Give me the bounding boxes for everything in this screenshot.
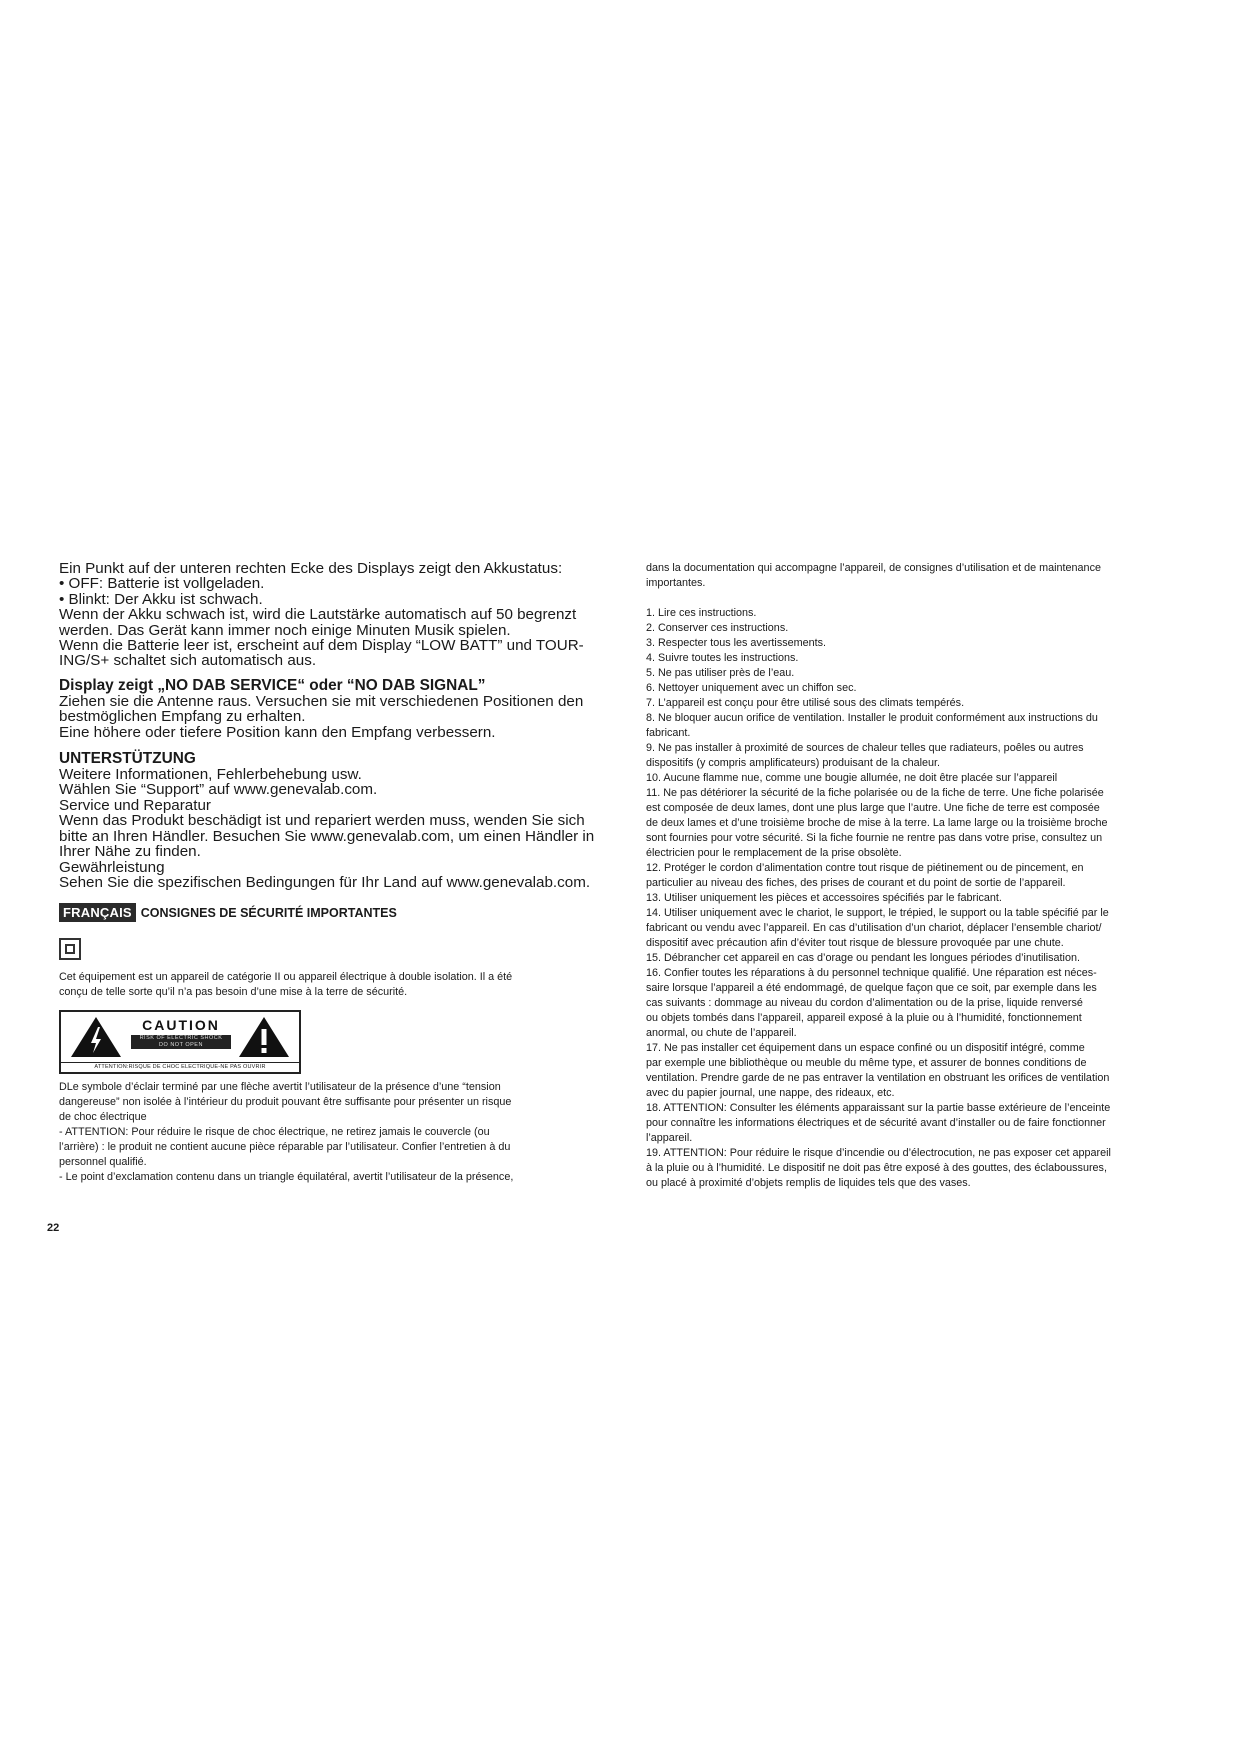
- list-item: l’appareil.: [646, 1132, 693, 1144]
- text-line: importantes.: [646, 577, 706, 589]
- text-line: - Le point d’exclamation contenu dans un triangle équilatéral, avertit l’utilisateur de la présence,: [59, 1171, 514, 1184]
- list-item: 19. ATTENTION: Pour réduire le risque d’incendie ou d’électrocution, ne pas exposer cet appareil: [646, 1147, 1111, 1159]
- left-column: [59, 561, 599, 1185]
- list-item: saire lorsque l’appareil a été endommagé, de quelque façon que ce soit, par exemple dans les: [646, 982, 1097, 994]
- text-line: l’arrière) : le produit ne contient aucune pièce réparable par l’utilisateur. Confier l’entretien à du: [59, 1141, 511, 1154]
- dab-text: [59, 694, 599, 740]
- list-item: anormal, ou chute de l’appareil.: [646, 1027, 797, 1039]
- list-item: 10. Aucune flamme nue, comme une bougie allumée, ne doit être placée sur l’appareil: [646, 772, 1058, 784]
- text-line: Wenn das Produkt beschädigt ist und repariert werden muss, wenden Sie sich: [59, 812, 585, 830]
- list-item: 16. Confier toutes les réparations à du personnel technique qualifié. Une réparation est néces-: [646, 967, 1097, 979]
- list-item: ou objets tombés dans l’appareil, appareil exposé à la pluie ou à l’humidité, fonctionnement: [646, 1012, 1082, 1024]
- list-item: pour connaître les informations électriques et de sécurité avant d’installer ou de faire fonctionner: [646, 1117, 1106, 1129]
- text-line: personnel qualifié.: [59, 1156, 147, 1169]
- text-line: Wenn die Batterie leer ist, erscheint auf dem Display “LOW BATT” und TOUR-: [59, 637, 584, 655]
- text-line: de choc électrique: [59, 1111, 147, 1124]
- list-item: par exemple une bibliothèque ou meuble du même type, et assurer de bonnes conditions de: [646, 1057, 1087, 1069]
- french-heading: [59, 903, 599, 922]
- support-heading: UNTERSTÜTZUNG: [59, 750, 196, 768]
- safety-instructions-list: [646, 606, 1191, 1191]
- list-item: avec du papier journal, une nappe, des rideaux, etc.: [646, 1087, 895, 1099]
- caution-label: [59, 1010, 301, 1074]
- text-line: Wenn der Akku schwach ist, wird die Lautstärke automatisch auf 50 begrenzt: [59, 606, 577, 624]
- text-line: werden. Das Gerät kann immer noch einige Minuten Musik spielen.: [59, 621, 511, 639]
- list-item: à la pluie ou à l’humidité. Le dispositif ne doit pas être exposé à des gouttes, des éclaboussures,: [646, 1162, 1107, 1174]
- list-item: 17. Ne pas installer cet équipement dans un espace confiné ou un dispositif intégré, comme: [646, 1042, 1085, 1054]
- text-line: Cet équipement est un appareil de catégorie II ou appareil électrique à double isolation. Il a été: [59, 971, 513, 984]
- list-item: ou placé à proximité d’objets remplis de liquides tels que des vases.: [646, 1177, 971, 1189]
- list-item: fabricant ou vendu avec l’appareil. En cas d’utilisation d’un chariot, déplacer l’ensemble chariot/: [646, 922, 1102, 934]
- list-item: 9. Ne pas installer à proximité de sources de chaleur telles que radiateurs, poêles ou autres: [646, 742, 1084, 754]
- text-line: • Blinkt: Der Akku ist schwach.: [59, 590, 263, 608]
- text-line: Eine höhere oder tiefere Position kann den Empfang verbessern.: [59, 723, 496, 741]
- list-item: 2. Conserver ces instructions.: [646, 622, 789, 634]
- right-column: [646, 561, 1191, 1191]
- text-line: conçu de telle sorte qu’il n’a pas besoin d’une mise à la terre de sécurité.: [59, 986, 408, 999]
- list-item: particulier au niveau des fiches, des prises de courant et du point de sortie de l’appareil.: [646, 877, 1066, 889]
- text-line: Ein Punkt auf der unteren rechten Ecke des Displays zeigt den Akkustatus:: [59, 560, 563, 577]
- text-line: Sehen Sie die spezifischen Bedingungen für Ihr Land auf www.genevalab.com.: [59, 873, 591, 891]
- caution-word: CAUTION: [142, 1017, 220, 1034]
- double-insulation-icon: [59, 938, 81, 960]
- text-line: bestmöglichen Empfang zu erhalten.: [59, 708, 306, 726]
- list-item: 15. Débrancher cet appareil en cas d’orage ou pendant les longues périodes d’inutilisation.: [646, 952, 1080, 964]
- list-item: 3. Respecter tous les avertissements.: [646, 637, 827, 649]
- caution-bar-line: RISK OF ELECTRIC SHOCK: [139, 1035, 223, 1042]
- dab-heading: Display zeigt „NO DAB SERVICE“ oder “NO DAB SIGNAL”: [59, 676, 486, 694]
- safety-title: CONSIGNES DE SÉCURITÉ IMPORTANTES: [140, 905, 397, 920]
- list-item: 13. Utiliser uniquement les pièces et accessoires spécifiés par le fabricant.: [646, 892, 1002, 904]
- text-line: dangereuse” non isolée à l’intérieur du produit pouvant être suffisante pour présenter un risque: [59, 1096, 512, 1109]
- list-item: 18. ATTENTION: Consulter les éléments apparaissant sur la partie basse extérieure de l’enceinte: [646, 1102, 1111, 1114]
- text-line: ING/S+ schaltet sich automatisch aus.: [59, 652, 317, 670]
- list-item: fabricant.: [646, 727, 691, 739]
- page-number: 22: [47, 1222, 60, 1234]
- text-line: • OFF: Batterie ist vollgeladen.: [59, 575, 265, 593]
- german-section: [59, 561, 599, 890]
- text-line: Wählen Sie “Support” auf www.genevalab.com.: [59, 781, 378, 799]
- list-item: sont fournies pour votre sécurité. Si la fiche fournie ne rentre pas dans votre prise, consultez un: [646, 832, 1103, 844]
- text-line: - ATTENTION: Pour réduire le risque de choc électrique, ne retirez jamais le couvercle (ou: [59, 1126, 490, 1139]
- list-item: 8. Ne bloquer aucun orifice de ventilation. Installer le produit conformément aux instructions du: [646, 712, 1098, 724]
- caution-bar: [131, 1035, 231, 1049]
- text-line: Ziehen sie die Antenne raus. Versuchen sie mit verschiedenen Positionen den: [59, 692, 584, 710]
- spacer: [646, 591, 1191, 606]
- list-item: 14. Utiliser uniquement avec le chariot, le support, le trépied, le support ou la table spécifié par le: [646, 907, 1109, 919]
- list-item: est composée de deux lames, dont une plus large que l’autre. Une fiche de terre est composée: [646, 802, 1100, 814]
- text-line: DLe symbole d’éclair terminé par une flèche avertit l’utilisateur de la présence d’une “tension: [59, 1081, 501, 1094]
- list-item: électricien pour le remplacement de la prise obsolète.: [646, 847, 902, 859]
- text-line: Weitere Informationen, Fehlerbehebung usw.: [59, 766, 362, 784]
- text-line: Gewährleistung: [59, 858, 165, 876]
- caution-bar-line: DO NOT OPEN: [159, 1042, 203, 1049]
- class2-text: [59, 970, 599, 1000]
- exclamation-warning-icon: [237, 1015, 291, 1059]
- list-item: ventilation. Prendre garde de ne pas entraver la ventilation en obstruant les orifices de ventilation: [646, 1072, 1110, 1084]
- list-item: dispositif avec précaution afin d’éviter tout risque de blessure provoquée par une chute.: [646, 937, 1064, 949]
- language-badge: FRANÇAIS: [59, 903, 136, 922]
- list-item: 11. Ne pas détériorer la sécurité de la fiche polarisée ou de la fiche de terre. Une fiche polarisée: [646, 787, 1104, 799]
- lightning-warning-icon: [69, 1015, 123, 1059]
- battery-status-text: [59, 561, 599, 669]
- list-item: dispositifs (y compris amplificateurs) produisant de la chaleur.: [646, 757, 941, 769]
- list-item: 1. Lire ces instructions.: [646, 607, 757, 619]
- list-item: 5. Ne pas utiliser près de l’eau.: [646, 667, 795, 679]
- caution-center: [131, 1017, 231, 1049]
- text-line: dans la documentation qui accompagne l’appareil, de consignes d’utilisation et de maintenance: [646, 562, 1101, 574]
- list-item: 12. Protéger le cordon d’alimentation contre tout risque de piétinement ou de pincement, en: [646, 862, 1084, 874]
- double-insulation-inner-square: [65, 944, 75, 954]
- list-item: 6. Nettoyer uniquement avec un chiffon sec.: [646, 682, 857, 694]
- support-text: [59, 767, 599, 890]
- list-item: cas suivants : dommage au niveau du cordon d’alimentation ou de la prise, liquide renversé: [646, 997, 1083, 1009]
- list-item: 4. Suivre toutes les instructions.: [646, 652, 799, 664]
- caution-footer: ATTENTION:RISQUE DE CHOC ELECTRIQUE-NE PAS OUVRIR: [61, 1062, 299, 1070]
- list-item: de deux lames et d’une troisième broche de mise à la terre. La lame large ou la troisième broche: [646, 817, 1108, 829]
- text-line: bitte an Ihren Händler. Besuchen Sie www.genevalab.com, um einen Händler in: [59, 827, 595, 845]
- intro-text: [646, 561, 1191, 591]
- list-item: 7. L’appareil est conçu pour être utilisé sous des climats tempérés.: [646, 697, 965, 709]
- text-line: Service und Reparatur: [59, 796, 211, 814]
- text-line: Ihrer Nähe zu finden.: [59, 843, 201, 861]
- symbol-explanation: [59, 1080, 599, 1185]
